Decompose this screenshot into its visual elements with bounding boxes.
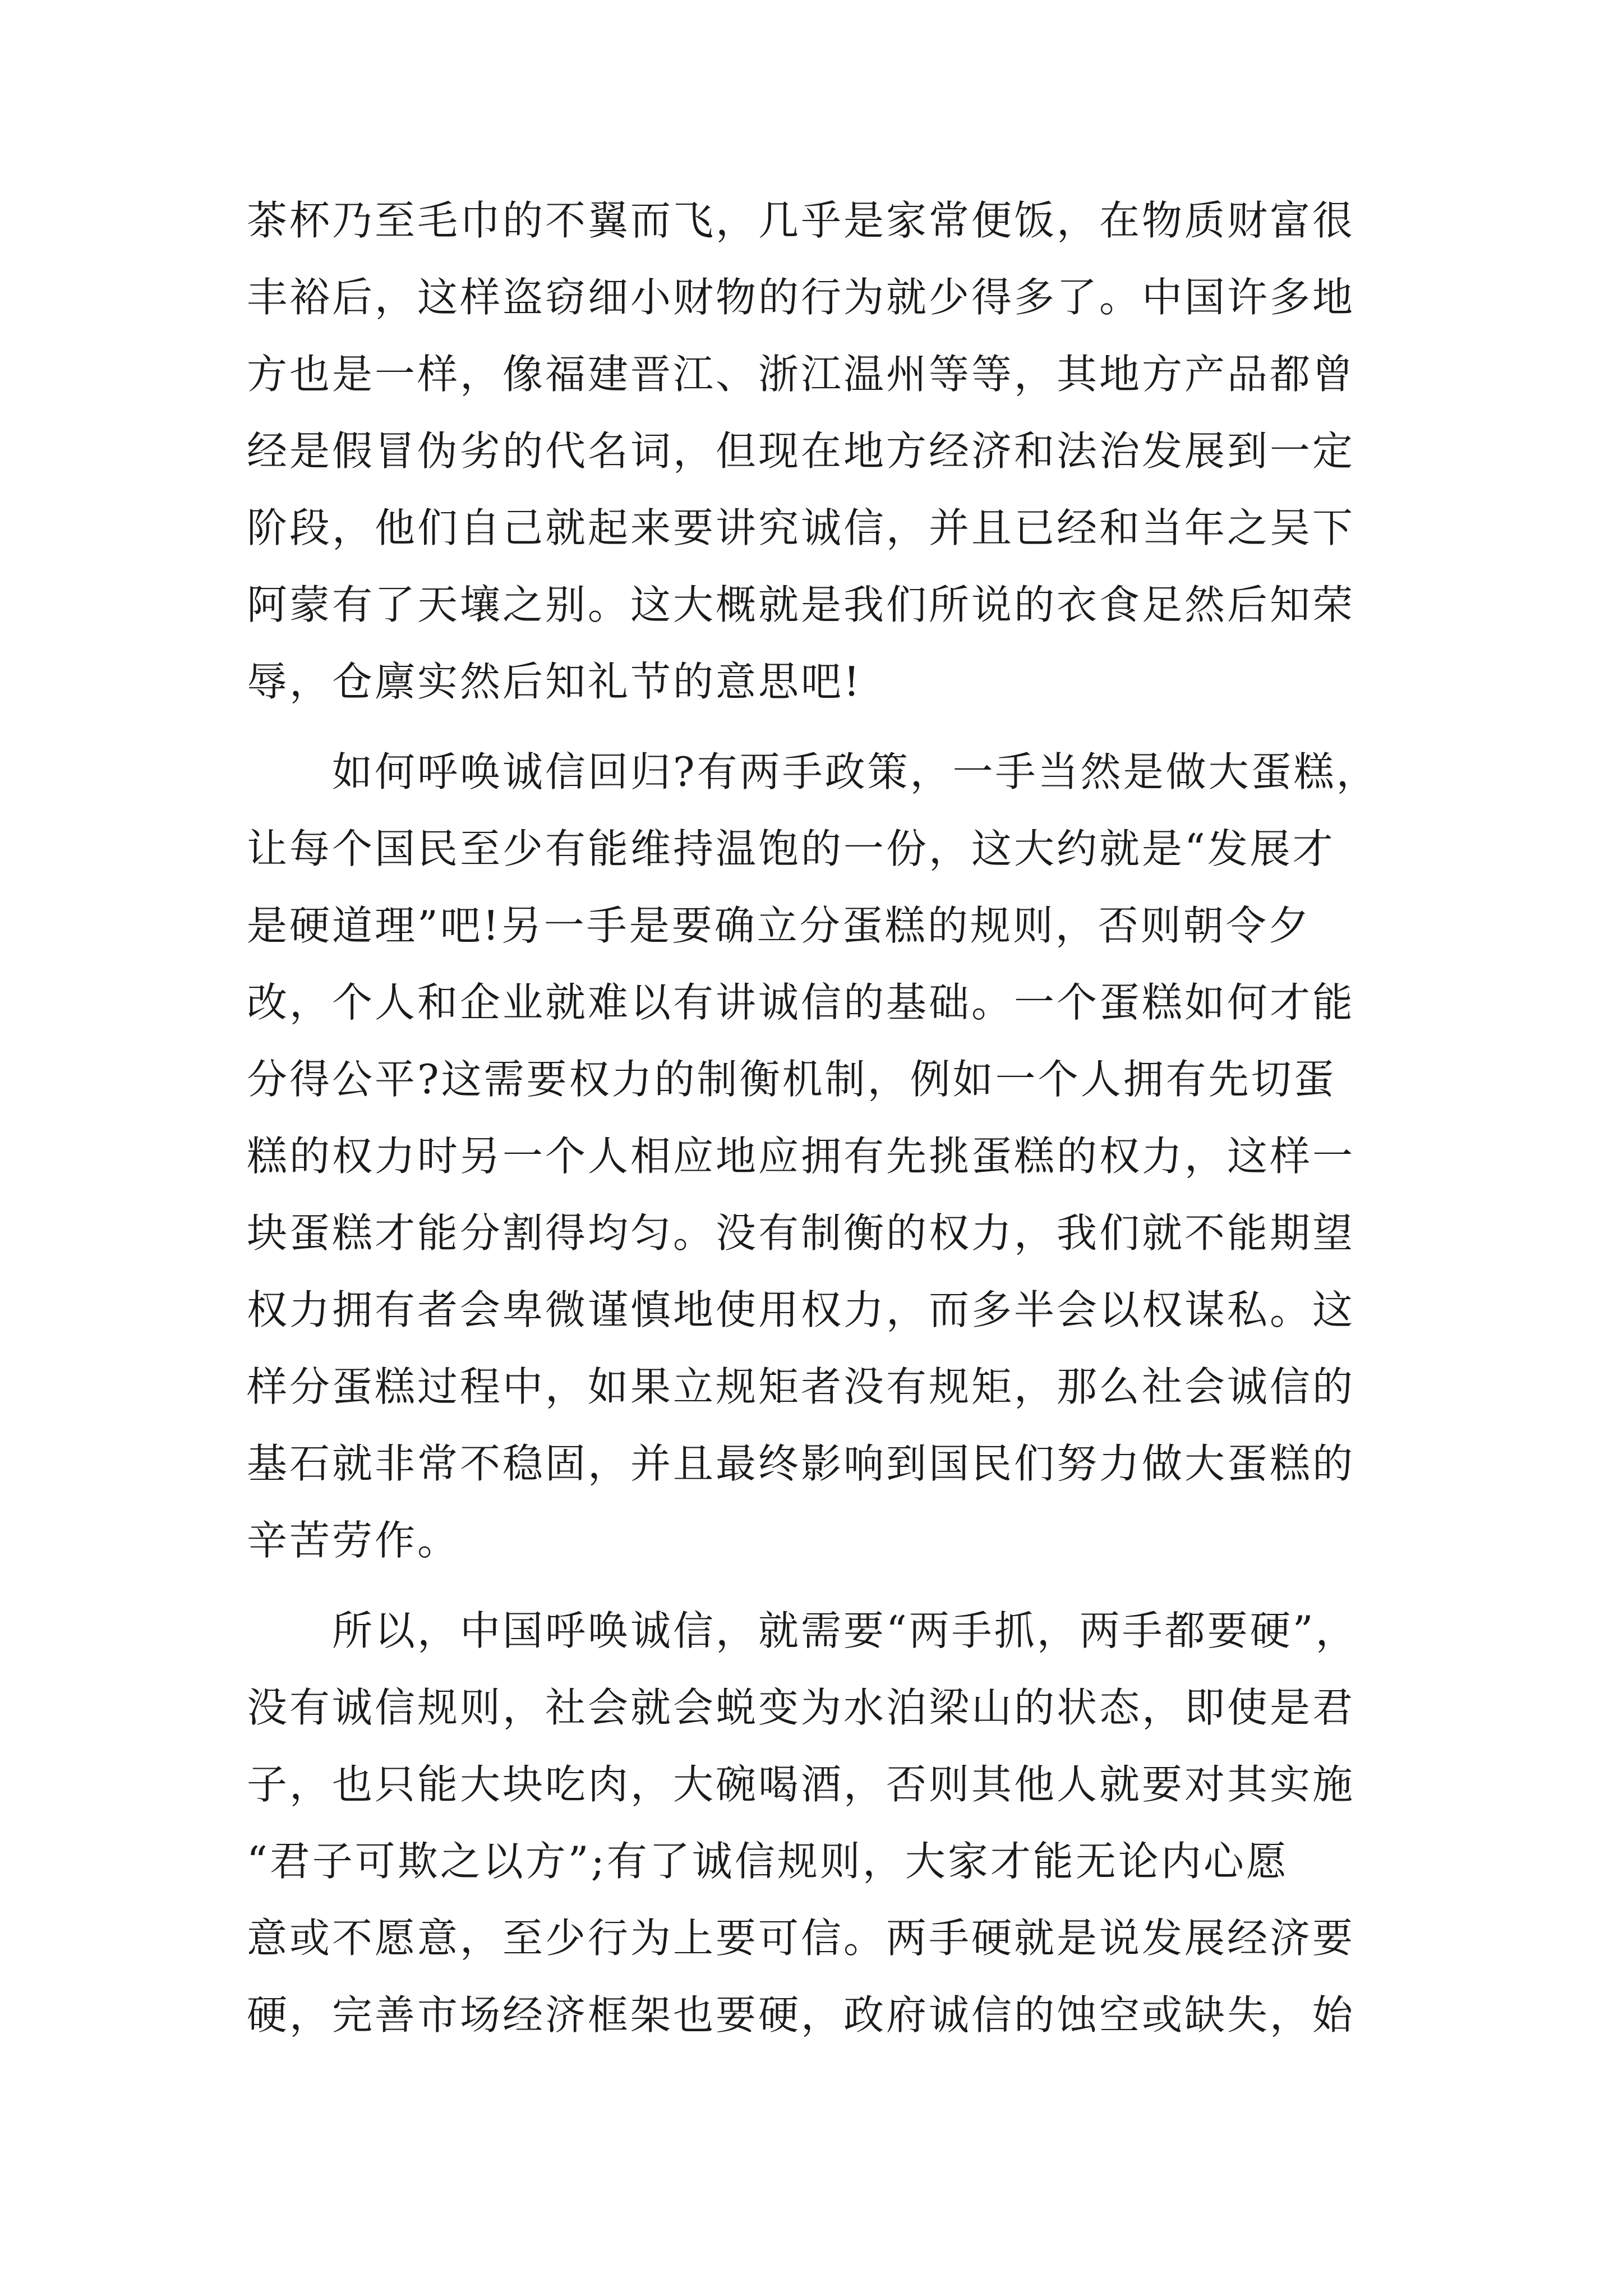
text-line: 阿蒙有了天壤之别。这大概就是我们所说的衣食足然后知荣 <box>247 581 1355 628</box>
text-line: 块蛋糕才能分割得均匀。没有制衡的权力，我们就不能期望 <box>247 1209 1355 1257</box>
paragraph-gap <box>247 720 1380 734</box>
text-line: 方也是一样，像福建晋江、浙江温州等等，其地方产品都曾 <box>247 351 1355 398</box>
text-line: 基石就非常不稳固，并且最终影响到国民们努力做大蛋糕的 <box>247 1440 1355 1487</box>
text-line: 糕的权力时另一个人相应地应拥有先挑蛋糕的权力，这样一 <box>247 1133 1355 1180</box>
text-line: 改，个人和企业就难以有讲诚信的基础。一个蛋糕如何才能 <box>247 979 1355 1026</box>
text-line: 丰裕后，这样盗窃细小财物的行为就少得多了。中国许多地 <box>247 274 1355 321</box>
text-line: 子，也只能大块吃肉，大碗喝酒，否则其他人就要对其实施 <box>247 1761 1355 1808</box>
document-body <box>247 182 1380 2054</box>
paragraph <box>247 182 1380 720</box>
text-line: 权力拥有者会卑微谨慎地使用权力，而多半会以权谋私。这 <box>247 1286 1355 1333</box>
text-line: 样分蛋糕过程中，如果立规矩者没有规矩，那么社会诚信的 <box>247 1363 1355 1410</box>
text-line: “君子可欺之以方”;有了诚信规则，大家才能无论内心愿 <box>247 1838 1289 1885</box>
paragraph <box>247 1593 1380 2054</box>
text-line: 如何呼唤诚信回归?有两手政策，一手当然是做大蛋糕， <box>247 748 1379 795</box>
text-line: 辱，仓廪实然后知礼节的意思吧! <box>247 658 862 705</box>
text-line: 是硬道理”吧!另一手是要确立分蛋糕的规则，否则朝令夕 <box>247 902 1311 949</box>
paragraph <box>247 734 1380 1579</box>
text-line: 经是假冒伪劣的代名词，但现在地方经济和法治发展到一定 <box>247 427 1355 475</box>
text-line: 分得公平?这需要权力的制衡机制，例如一个人拥有先切蛋 <box>247 1056 1336 1103</box>
text-line: 所以，中国呼唤诚信，就需要“两手抓，两手都要硬”， <box>247 1607 1358 1654</box>
text-line: 阶段，他们自己就起来要讲究诚信，并且已经和当年之吴下 <box>247 504 1355 551</box>
text-line: 让每个国民至少有能维持温饱的一份，这大约就是“发展才 <box>247 825 1335 872</box>
text-line: 硬，完善市场经济框架也要硬，政府诚信的蚀空或缺失，始 <box>247 1991 1355 2039</box>
paragraph-gap <box>247 1579 1380 1593</box>
text-line: 没有诚信规则，社会就会蜕变为水泊梁山的状态，即使是君 <box>247 1684 1355 1731</box>
text-line: 意或不愿意，至少行为上要可信。两手硬就是说发展经济要 <box>247 1915 1355 1962</box>
text-line: 茶杯乃至毛巾的不翼而飞，几乎是家常便饭，在物质财富很 <box>247 197 1355 244</box>
text-line: 辛苦劳作。 <box>247 1517 460 1564</box>
